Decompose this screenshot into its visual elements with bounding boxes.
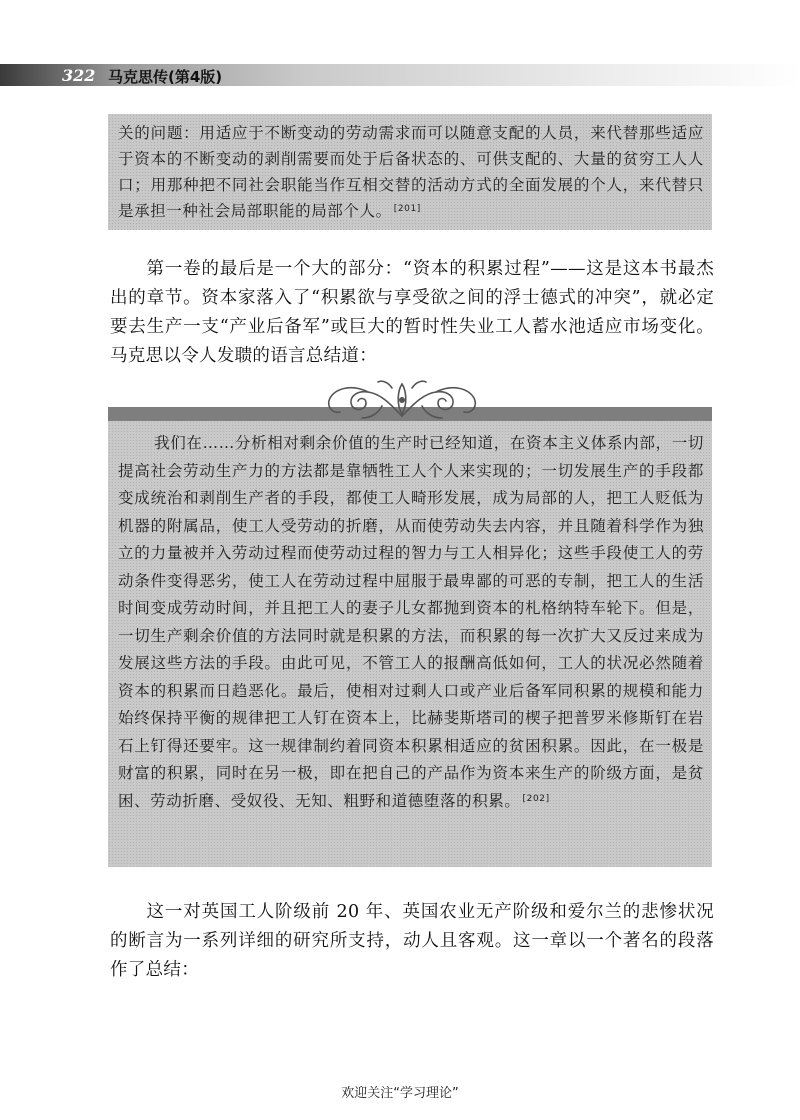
quote-2-body: 我们在……分析相对剩余价值的生产时已经知道，在资本主义体系内部，一切提高社会劳动生产力的方法都是靠牺牲工人个人来实现的；一切发展生产的手段都变成统治和剥削生产者的手段，都使工人畸形发展，成为局部的人，把工人贬低为机器的附属品，使工人受劳动的折磨，从而使劳动失去内容，并且随着科学作为独立的力量被并入劳动过程而使劳动过程的智力与工人相异化；这些手段使工人的劳动条件变得恶劣，使工人在劳动过程中屈服于最卑鄙的可恶的专制，把工人的生活时间变成劳动时间，并且把工人的妻子儿女都抛到资本的札格纳特车轮下。但是，一切生产剩余价值的方法同时就是积累的方法，而积累的每一次扩大又反过来成为发展这些方法的手段。由此可见，不管工人的报酬高低如何，工人的状况必然随着资本的积累而日趋恶化。最后，使相对过剩人口或产业后备军同积累的规模和能力始终保持平衡的规律把工人钉在资本上，比赫斐斯塔司的楔子把普罗米修斯钉在岩石上钉得还要牢。这一规律制约着同资本积累相适应的贫困积累。因此，在一极是财富的积累，同时在另一极，即在把自己的产品作为资本来生产的阶级方面，是贫困、劳动折磨、受奴役、无知、粗野和道德堕落的积累。: [118, 434, 704, 810]
quote-2-text: [118, 430, 704, 815]
footer-text: 欢迎关注“学习理论”: [341, 1086, 459, 1101]
paragraph-1-text: 第一卷的最后是一个大的部分：“资本的积累过程”——这是这本书最杰出的章节。资本家落入了“积累欲与享受欲之间的浮士德式的冲突”，就必定要去生产一支“产业后备军”或巨大的暂时性失业工人蓄水池适应市场变化。马克思以令人发聩的语言总结道：: [110, 259, 714, 366]
quote-1-text: [118, 120, 704, 224]
paragraph-2-text: 这一对英国工人阶级前 20 年、英国农业无产阶级和爱尔兰的悲惨状况的断言为一系列详细的研究所支持，动人且客观。这一章以一个著名的段落作了总结：: [110, 902, 714, 980]
paragraph-2: [110, 898, 714, 985]
page-number: 322: [62, 66, 96, 85]
paragraph-1: [110, 255, 714, 371]
citation-202: [202]: [522, 793, 550, 804]
quote-1-body: 关的问题：用适应于不断变动的劳动需求而可以随意支配的人员，来代替那些适应于资本的不断变动的剥削需要而处于后备状态的、可供支配的、大量的贫穷工人人口；用那种把不同社会职能当作互相交替的活动方式的全面发展的个人，来代替只是承担一种社会局部职能的局部个人。: [118, 124, 704, 220]
flourish-ornament-icon: [322, 376, 482, 424]
citation-201: [201]: [393, 204, 421, 214]
running-header-title: 马克思传(第4版): [108, 68, 223, 86]
